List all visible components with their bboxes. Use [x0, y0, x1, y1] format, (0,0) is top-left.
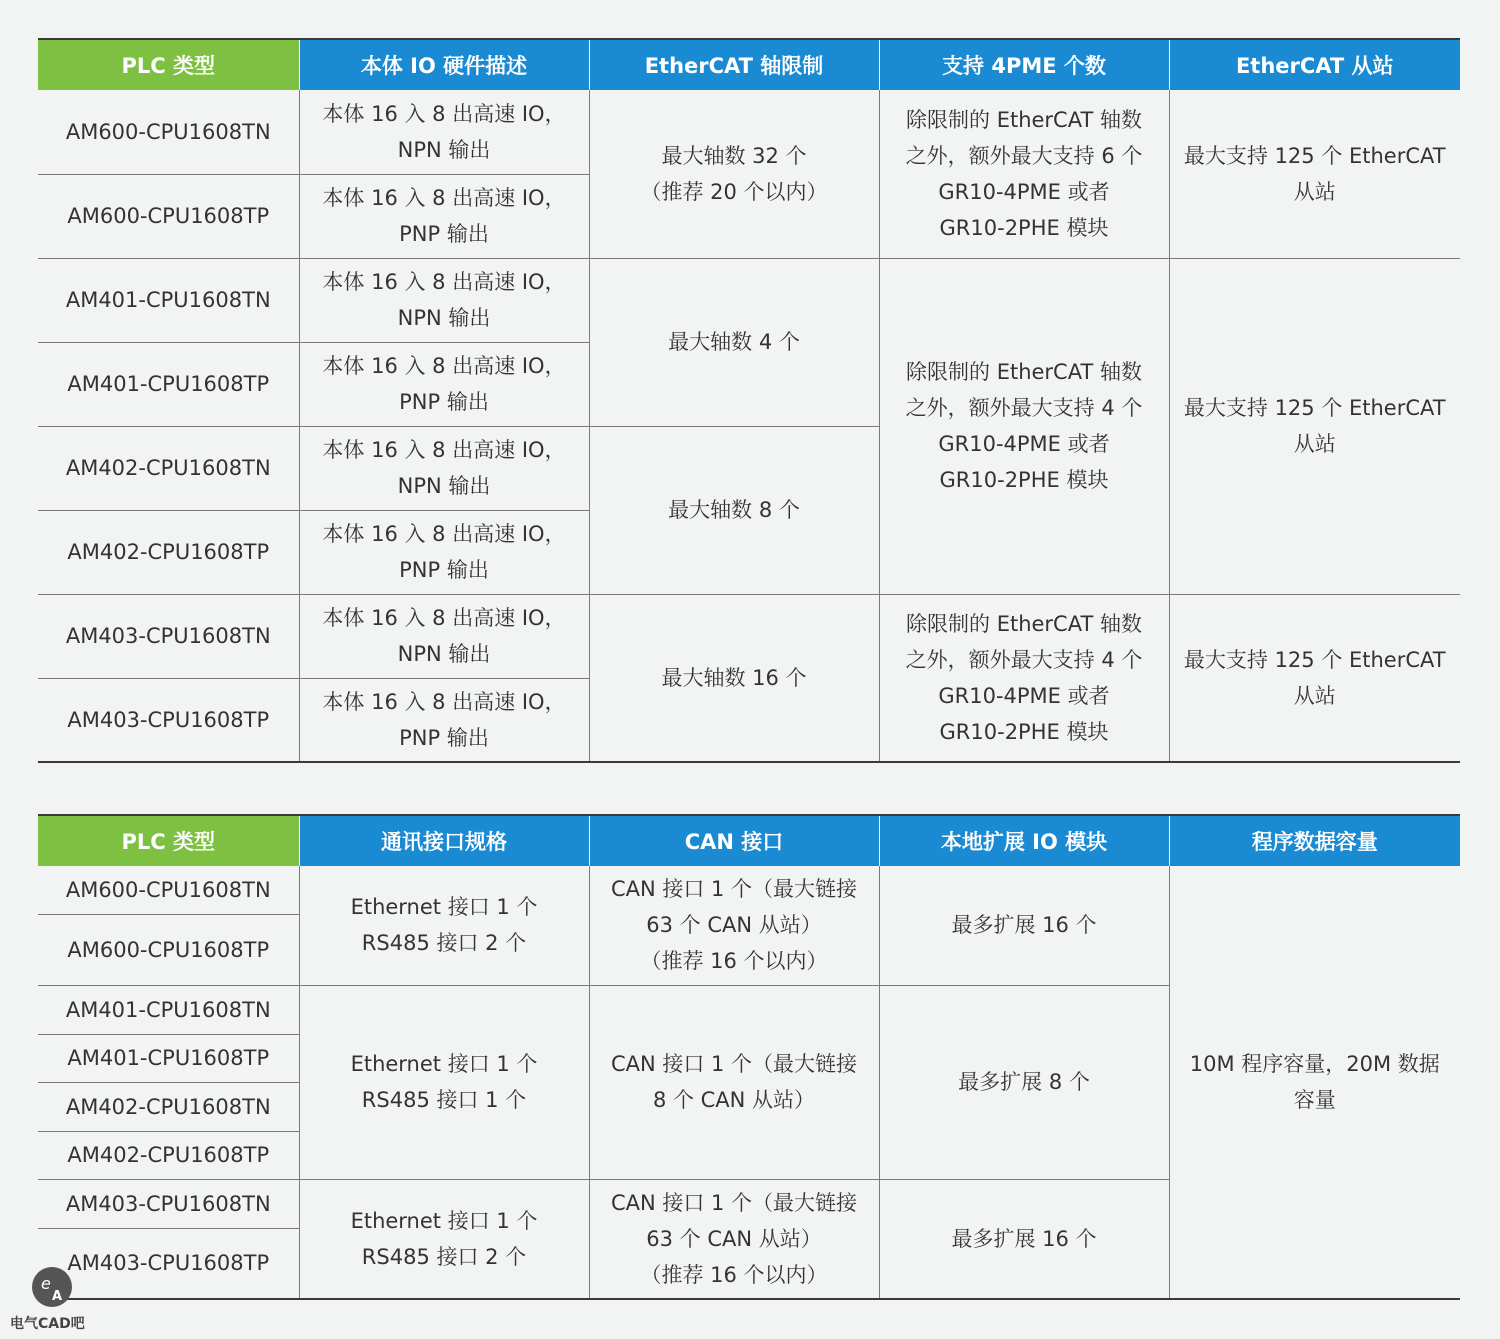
can-cell: CAN 接口 1 个（最大链接 63 个 CAN 从站） （推荐 16 个以内）: [589, 1179, 879, 1299]
header-ethercat-slaves: EtherCAT 从站: [1169, 39, 1460, 90]
can-cell: CAN 接口 1 个（最大链接 8 个 CAN 从站）: [589, 985, 879, 1179]
axis-limit-cell: 最大轴数 32 个 （推荐 20 个以内）: [589, 90, 879, 258]
model-cell: AM403-CPU1608TN: [38, 594, 299, 678]
header-comm-interface: 通讯接口规格: [299, 815, 589, 866]
io-cell: 本体 16 入 8 出高速 IO， PNP 输出: [299, 174, 589, 258]
model-cell: AM402-CPU1608TP: [38, 510, 299, 594]
io-cell: 本体 16 入 8 出高速 IO， PNP 输出: [299, 678, 589, 762]
model-cell: AM403-CPU1608TP: [38, 1228, 299, 1299]
table-header-row: [38, 815, 1460, 866]
slave-cell: 最大支持 125 个 EtherCAT 从站: [1169, 594, 1460, 762]
table-row: [38, 594, 1460, 678]
header-axis-limit: EtherCAT 轴限制: [589, 39, 879, 90]
svg-text:e: e: [41, 1274, 51, 1293]
slave-cell: 最大支持 125 个 EtherCAT 从站: [1169, 258, 1460, 594]
model-cell: AM402-CPU1608TN: [38, 426, 299, 510]
model-cell: AM401-CPU1608TP: [38, 342, 299, 426]
model-cell: AM402-CPU1608TP: [38, 1131, 299, 1179]
comm-cell: Ethernet 接口 1 个 RS485 接口 2 个: [299, 1179, 589, 1299]
capacity-cell: 10M 程序容量，20M 数据 容量: [1169, 866, 1460, 1299]
table-row: [38, 258, 1460, 342]
model-cell: AM600-CPU1608TP: [38, 174, 299, 258]
pme-support-cell: 除限制的 EtherCAT 轴数 之外，额外最大支持 4 个 GR10-4PME 或者 GR10-2PHE 模块: [879, 258, 1169, 594]
expansion-cell: 最多扩展 16 个: [879, 866, 1169, 985]
svg-text:A: A: [52, 1289, 63, 1304]
comm-cell: Ethernet 接口 1 个 RS485 接口 1 个: [299, 985, 589, 1179]
model-cell: AM403-CPU1608TP: [38, 678, 299, 762]
comm-cell: Ethernet 接口 1 个 RS485 接口 2 个: [299, 866, 589, 985]
table-row: [38, 90, 1460, 174]
model-cell: AM600-CPU1608TN: [38, 866, 299, 914]
model-cell: AM600-CPU1608TP: [38, 914, 299, 985]
pme-support-cell: 除限制的 EtherCAT 轴数 之外，额外最大支持 4 个 GR10-4PME 或者 GR10-2PHE 模块: [879, 594, 1169, 762]
io-cell: 本体 16 入 8 出高速 IO， NPN 输出: [299, 594, 589, 678]
io-cell: 本体 16 入 8 出高速 IO， NPN 输出: [299, 426, 589, 510]
header-plc-type: PLC 类型: [38, 815, 299, 866]
pme-support-cell: 除限制的 EtherCAT 轴数 之外，额外最大支持 6 个 GR10-4PME 或者 GR10-2PHE 模块: [879, 90, 1169, 258]
axis-limit-cell: 最大轴数 4 个: [589, 258, 879, 426]
can-cell: CAN 接口 1 个（最大链接 63 个 CAN 从站） （推荐 16 个以内）: [589, 866, 879, 985]
axis-limit-cell: 最大轴数 8 个: [589, 426, 879, 594]
slave-cell: 最大支持 125 个 EtherCAT 从站: [1169, 90, 1460, 258]
model-cell: AM402-CPU1608TN: [38, 1082, 299, 1131]
table-header-row: [38, 39, 1460, 90]
model-cell: AM403-CPU1608TN: [38, 1179, 299, 1228]
expansion-cell: 最多扩展 8 个: [879, 985, 1169, 1179]
io-cell: 本体 16 入 8 出高速 IO， PNP 输出: [299, 342, 589, 426]
header-local-expansion: 本地扩展 IO 模块: [879, 815, 1169, 866]
io-cell: 本体 16 入 8 出高速 IO， NPN 输出: [299, 258, 589, 342]
interface-spec-table: [38, 814, 1460, 1300]
model-cell: AM401-CPU1608TP: [38, 1034, 299, 1082]
header-program-capacity: 程序数据容量: [1169, 815, 1460, 866]
watermark-text: 电气CAD吧: [10, 1316, 85, 1332]
header-can-interface: CAN 接口: [589, 815, 879, 866]
io-cell: 本体 16 入 8 出高速 IO， PNP 输出: [299, 510, 589, 594]
io-cell: 本体 16 入 8 出高速 IO， NPN 输出: [299, 90, 589, 174]
logo-icon: [32, 1267, 72, 1307]
header-io-description: 本体 IO 硬件描述: [299, 39, 589, 90]
model-cell: AM401-CPU1608TN: [38, 258, 299, 342]
watermark-logo: [10, 1265, 96, 1335]
ethercat-spec-table: [38, 38, 1460, 763]
axis-limit-cell: 最大轴数 16 个: [589, 594, 879, 762]
model-cell: AM600-CPU1608TN: [38, 90, 299, 174]
header-plc-type: PLC 类型: [38, 39, 299, 90]
header-pme-support: 支持 4PME 个数: [879, 39, 1169, 90]
model-cell: AM401-CPU1608TN: [38, 985, 299, 1034]
table-row: [38, 866, 1460, 914]
expansion-cell: 最多扩展 16 个: [879, 1179, 1169, 1299]
